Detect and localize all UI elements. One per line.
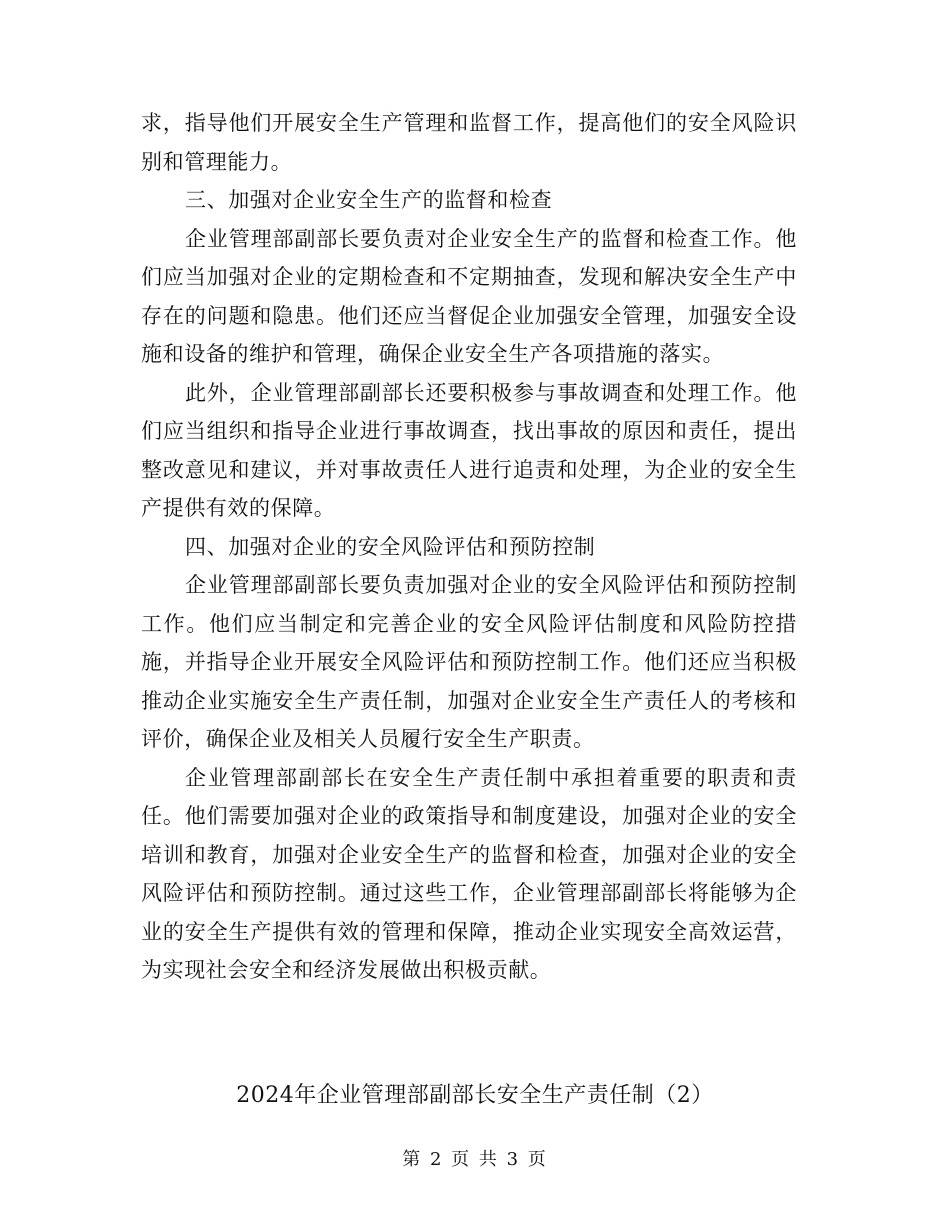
paragraph-conclusion: 企业管理部副部长在安全生产责任制中承担着重要的职责和责任。他们需要加强对企业的政策指导和制度建设，加强对企业的安全培训和教育，加强对企业安全生产的监督和检查，加强对企业的安全风险评估和预防控制。通过这些工作，企业管理部副部长将能够为企业的安全生产提供有效的管理和保障，推动企业实现安全高效运营，为实现社会安全和经济发展做出积极贡献。 [141,765,797,982]
section-heading-4: 四、加强对企业的安全风险评估和预防控制 [185,534,596,559]
paragraph-continuation: 求，指导他们开展安全生产管理和监督工作，提高他们的安全风险识别和管理能力。 [141,111,797,174]
document-title: 2024年企业管理部副部长安全生产责任制（2） [236,1083,714,1108]
paragraph-supervision: 企业管理部副部长要负责对企业安全生产的监督和检查工作。他们应当加强对企业的定期检查和不定期抽查，发现和解决安全生产中存在的问题和隐患。他们还应当督促企业加强安全管理，加强安全设施和设备的维护和管理，确保企业安全生产各项措施的落实。 [141,226,797,366]
section-heading-3: 三、加强对企业安全生产的监督和检查 [185,188,553,212]
paragraph-risk-assessment: 企业管理部副部长要负责加强对企业的安全风险评估和预防控制工作。他们应当制定和完善企业的安全风险评估制度和风险防控措施，并指导企业开展安全风险评估和预防控制工作。他们还应当积极推动企业实施安全生产责任制，加强对企业安全生产责任人的考核和评价，确保企业及相关人员履行安全生产职责。 [141,573,797,751]
paragraph-accident-investigation: 此外，企业管理部副部长还要积极参与事故调查和处理工作。他们应当组织和指导企业进行事故调查，找出事故的原因和责任，提出整改意见和建议，并对事故责任人进行追责和处理，为企业的安全生产提供有效的保障。 [141,380,797,520]
document-body [141,104,797,990]
page-number-footer: 第 2 页 共 3 页 [402,1149,548,1170]
